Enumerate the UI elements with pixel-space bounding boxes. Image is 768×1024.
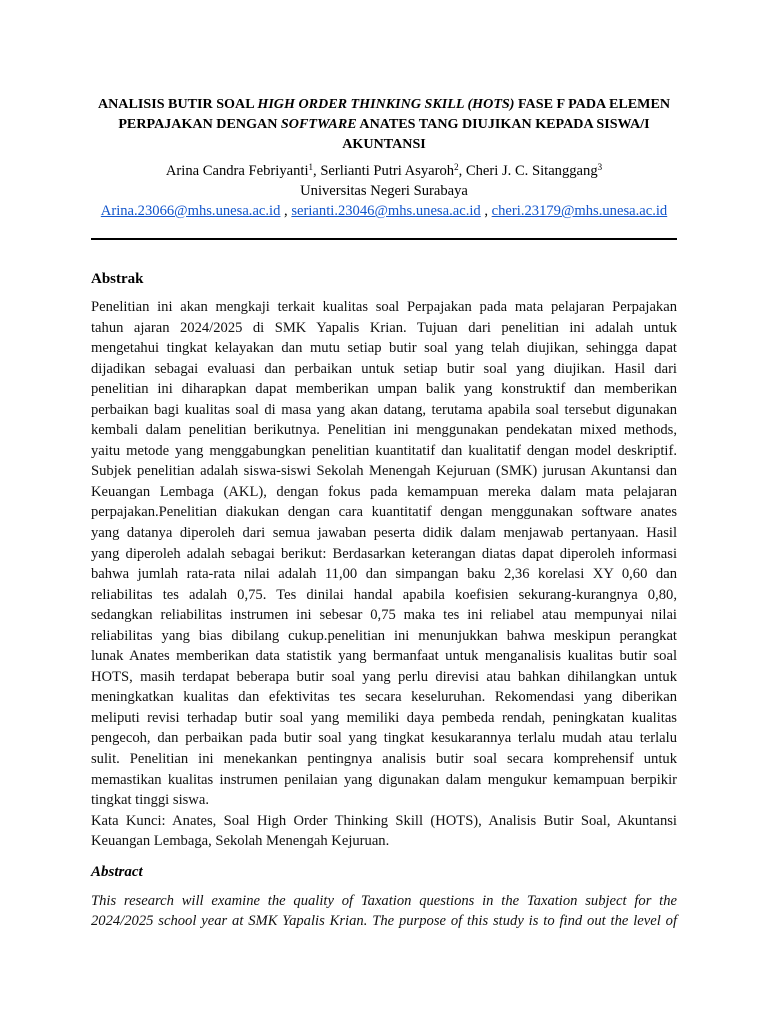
author-separator: , bbox=[313, 163, 321, 179]
text-line: dijadikan sebagai evaluasi dan perbaikan untuk setiap butir soal yang diujikan. Hasil dari bbox=[91, 360, 677, 377]
text-line: HOTS, masih terdapat beberapa butir soal yang perlu direvisi atau bahkan dihilangkan untuk bbox=[91, 668, 677, 685]
text-line: sedangkan reliabilitas instrumen ini sebesar 0,75 maka tes ini reliabel atau mempunyai nilai bbox=[91, 607, 677, 624]
email-link[interactable]: Arina.23066@mhs.unesa.ac.id bbox=[100, 203, 281, 219]
author-list bbox=[91, 161, 677, 181]
text-line: Kata Kunci: Anates, Soal High Order Thinking Skill (HOTS), Analisis Butir Soal, Akuntansi bbox=[91, 812, 677, 829]
text-line: yang diperoleh adalah sebagai berikut: Berdasarkan keterangan diatas dapat diperoleh informasi bbox=[91, 545, 677, 562]
paper-page bbox=[91, 94, 677, 932]
text-line: tahun ajaran 2024/2025 di SMK Yapalis Krian. Tujuan dari penelitian ini adalah untuk bbox=[91, 319, 677, 336]
text-line: This research will examine the quality of Taxation questions in the Taxation subject for the bbox=[91, 892, 677, 909]
affiliation: Universitas Negeri Surabaya bbox=[300, 183, 468, 199]
text-line: mengetahui tingkat kelayakan dan mutu setiap butir soal yang telah diujikan, sehingga dapat bbox=[91, 340, 677, 357]
text-line: reliabilitas tes adalah 0,75. Tes dinilai handal apabila koefisien sekurang-kurangnya 0,80, bbox=[91, 586, 677, 603]
text-line: perpajakan.Penelitian diakukan dengan cara kuantitatif dengan menggunakan software anates bbox=[91, 504, 677, 521]
author-superscript: 3 bbox=[597, 162, 603, 172]
text-line: kembali dalam penelitian berikutnya. Penelitian ini menggunakan pendekatan mixed methods, bbox=[91, 422, 677, 439]
author-superscript: 1 bbox=[308, 162, 314, 172]
text-line: lunak Anates memberikan data statistik yang bermanfaat untuk menganalisis kualitas butir soal bbox=[91, 648, 677, 665]
author-name: Serlianti Putri Asyaroh bbox=[320, 163, 455, 179]
text-line: yaitu metode yang menggabungkan penelitian kuantitatif dan kualitatif dengan model deskriptif. bbox=[91, 442, 677, 459]
text-line: sulit. Penelitian ini menekankan pentingnya analisis butir soal secara komprehensif untuk bbox=[91, 751, 677, 768]
email-separator: , bbox=[280, 203, 292, 219]
email-link[interactable]: serianti.23046@mhs.unesa.ac.id bbox=[291, 203, 481, 219]
text-line: memastikan kualitas instrumen penilaian yang digunakan dalam mengukur kemampuan berpikir bbox=[91, 771, 677, 788]
author-superscript: 2 bbox=[454, 162, 459, 172]
text-line: tingkat tinggi siswa. bbox=[91, 792, 209, 809]
abstrak-heading: Abstrak bbox=[91, 271, 144, 287]
title-italic-part: HIGH ORDER THINKING SKILL (HOTS) bbox=[257, 96, 515, 112]
text-line: reliabilitas yang bias dibilang cukup.penelitian ini menunjukkan bahwa meskipun perangkat bbox=[91, 627, 677, 644]
text-line: meliputi revisi terhadap butir soal yang memiliki daya pembeda rendah, peningkatan kualitas bbox=[91, 709, 677, 726]
author-name: Cheri J. C. Sitanggang bbox=[465, 163, 598, 179]
title-part: ANALISIS BUTIR SOAL bbox=[97, 96, 258, 112]
author-separator: , bbox=[458, 163, 466, 179]
text-line: meningkatkan kualitas dan efektivitas tes secara keseluruhan. Rekomendasi yang diberikan bbox=[91, 689, 677, 706]
text-line: bahwa jumlah rata-rata nilai adalah 11,00 dan simpangan baku 2,36 korelasi XY 0,60 dan bbox=[91, 566, 677, 583]
abstract-body bbox=[91, 891, 677, 932]
abstract-heading: Abstract bbox=[91, 863, 143, 880]
text-line: Penelitian ini akan mengkaji terkait kualitas soal Perpajakan pada mata pelajaran Perpajakan bbox=[91, 299, 677, 315]
text-line: Keuangan Lembaga (AKL), dengan fokus pada kemampuan mereka dalam mata pelajaran bbox=[91, 483, 677, 500]
title-part: ANATES TANG DIUJIKAN KEPADA SISWA/I AKUNTANSI bbox=[342, 116, 650, 152]
title-italic-part: SOFTWARE bbox=[280, 116, 357, 132]
text-line: Keuangan Lembaga, Sekolah Menengah Kejuruan. bbox=[91, 833, 390, 850]
text-line: pengecoh, dan perbaikan pada butir soal yang tingkat kesukarannya terlalu mudah atau terlalu bbox=[91, 730, 677, 747]
paper-title bbox=[91, 94, 677, 154]
header-divider bbox=[91, 238, 677, 240]
text-line: penelitian ini diharapkan dapat memberikan umpan balik yang konstruktif dan memberikan bbox=[91, 381, 677, 398]
text-line: perbaikan bagi kualitas soal di masa yang akan datang, terutama apabila soal tersebut digunakan bbox=[91, 401, 677, 418]
abstrak-body bbox=[91, 297, 677, 811]
email-link[interactable]: cheri.23179@mhs.unesa.ac.id bbox=[491, 203, 668, 219]
text-line: Subjek penelitian adalah siswa-siswi Sekolah Menengah Kejuruan (SMK) jurusan Akuntansi dan bbox=[91, 463, 677, 480]
email-separator: , bbox=[480, 203, 492, 219]
author-name: Arina Candra Febriyanti bbox=[165, 163, 309, 179]
text-line: yang datanya diperoleh dari semua jawaban peserta didik dalam menjawab pertanyaan. Hasil bbox=[91, 525, 677, 542]
text-line: 2024/2025 school year at SMK Yapalis Krian. The purpose of this study is to find out the level of bbox=[91, 913, 677, 930]
keywords bbox=[91, 811, 677, 852]
title-part: FASE F PADA ELEMEN PERPAJAKAN DENGAN bbox=[118, 96, 671, 132]
email-list bbox=[91, 201, 677, 221]
